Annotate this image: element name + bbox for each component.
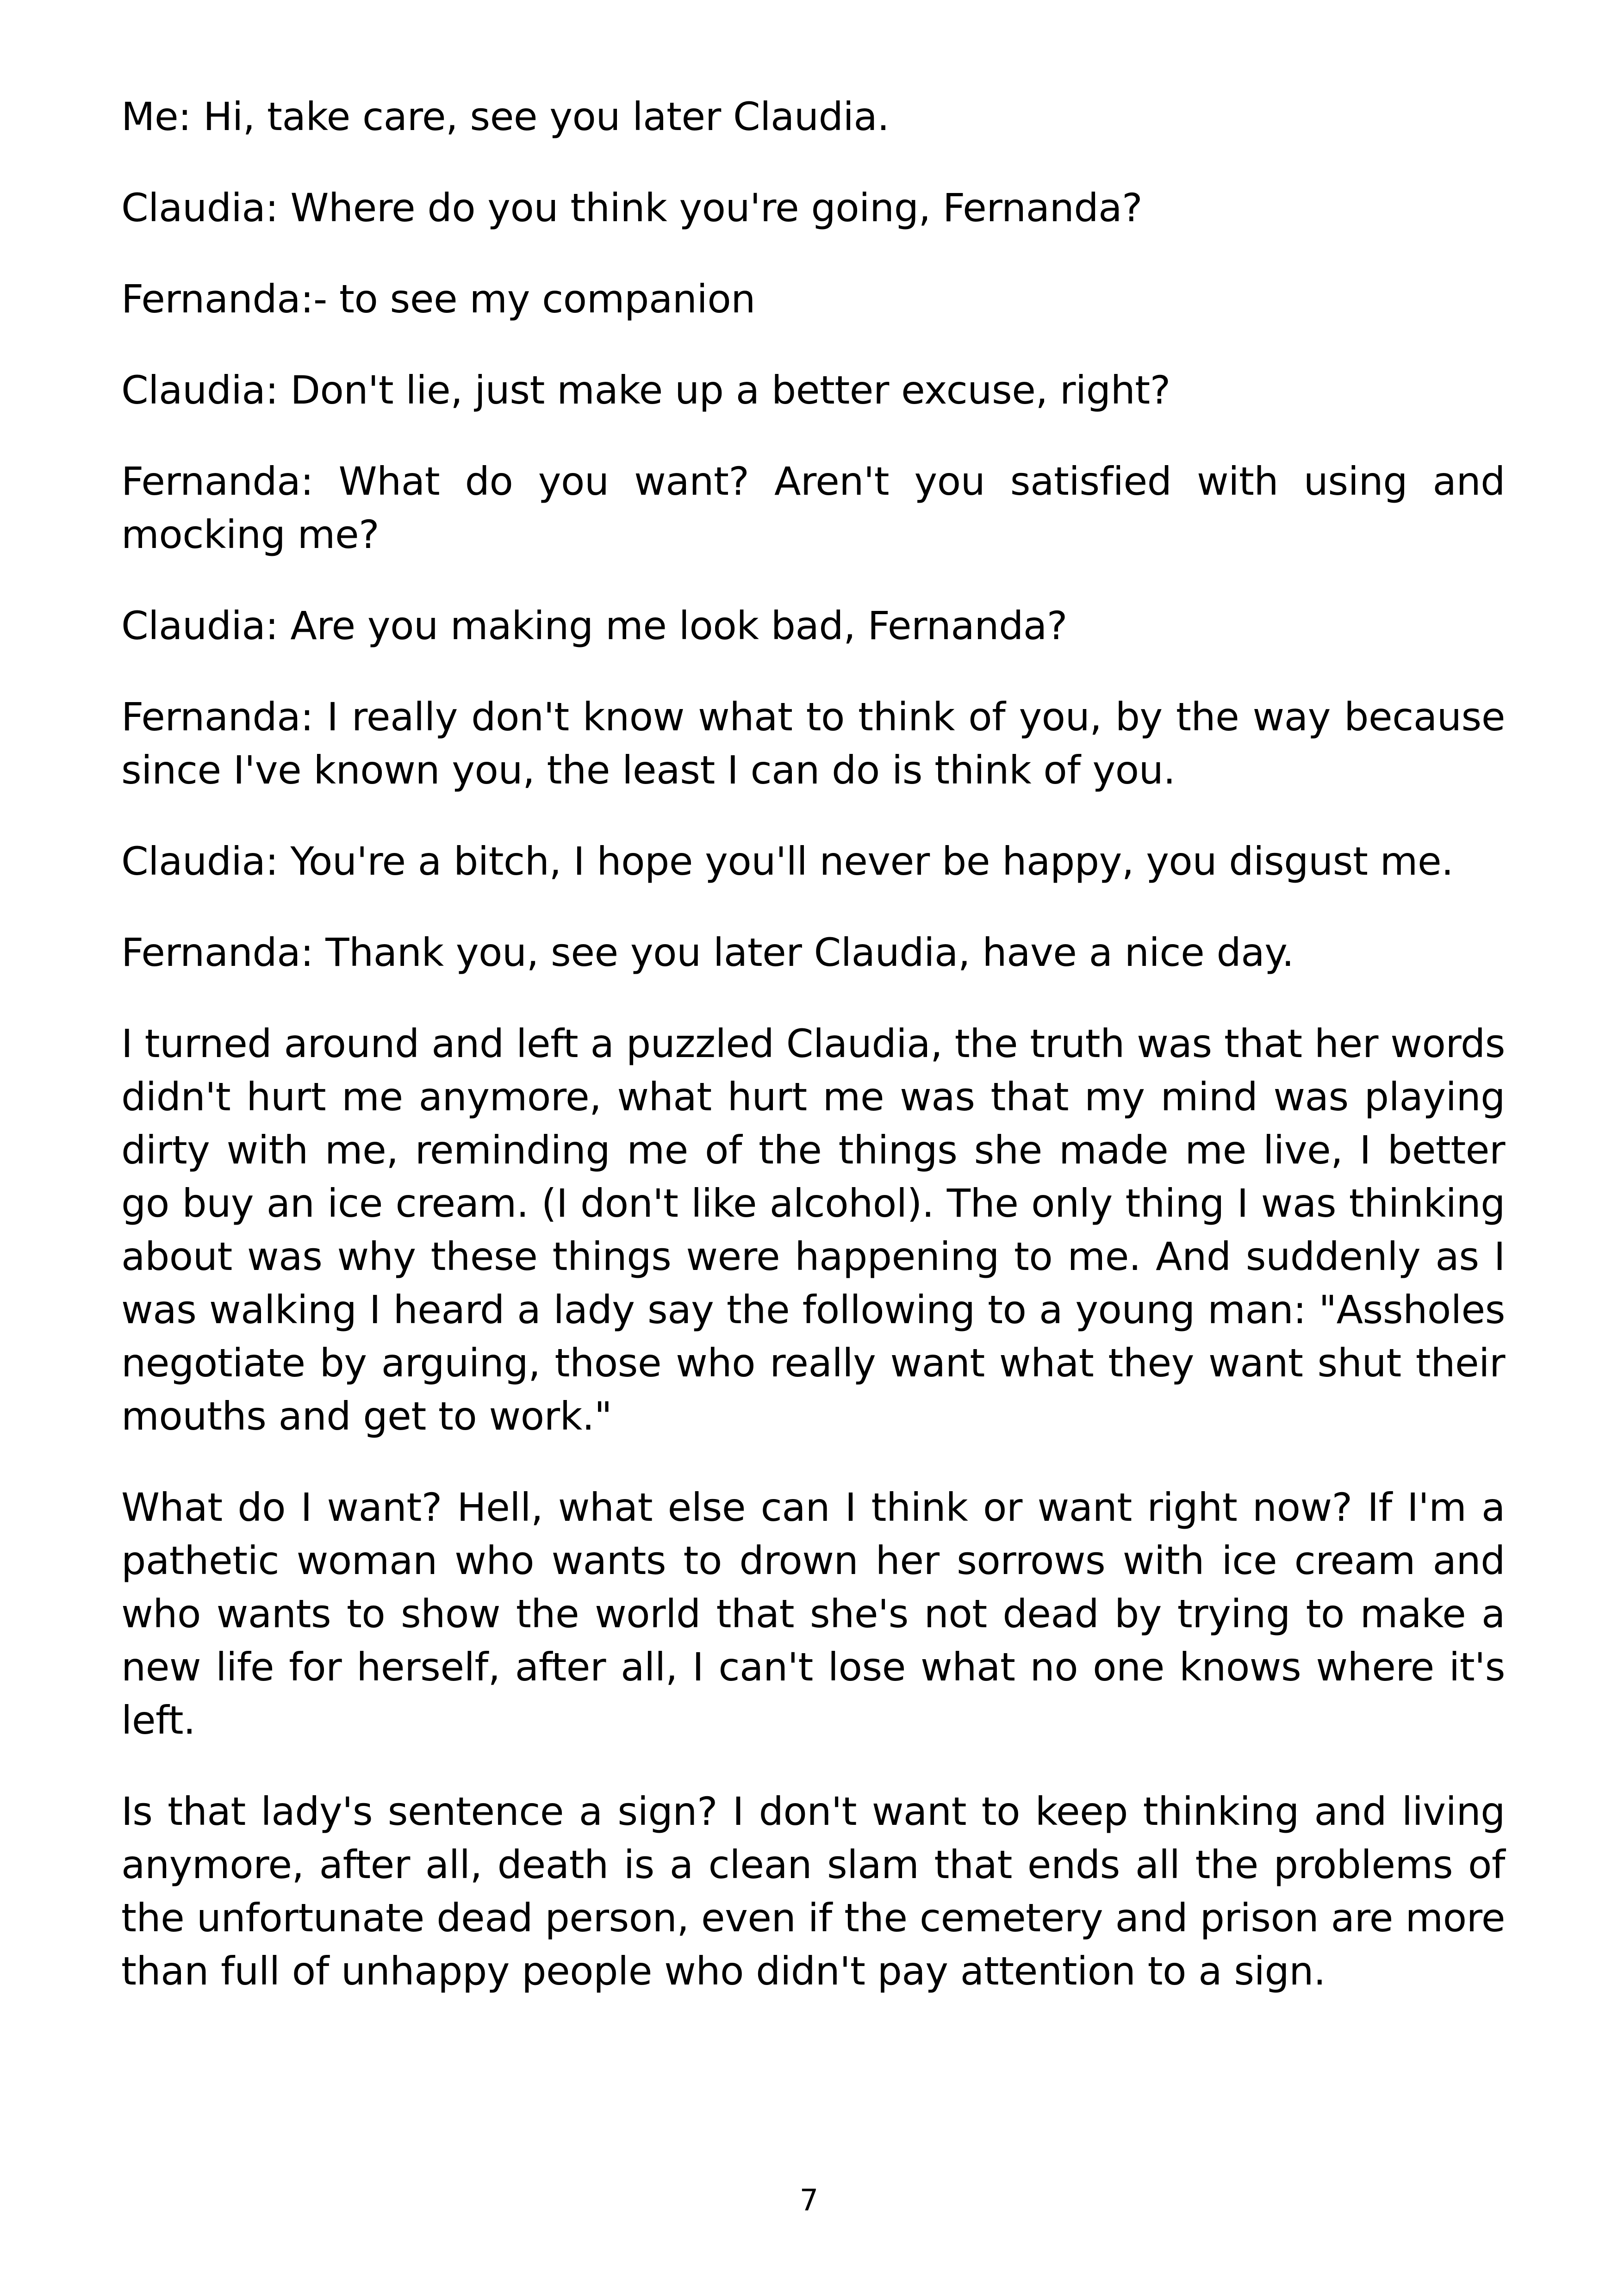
dialogue-line: Me: Hi, take care, see you later Claudia. xyxy=(121,94,890,139)
dialogue-line: Fernanda:- to see my companion xyxy=(121,276,756,322)
narrative-paragraph: I turned around and left a puzzled Claudia, the truth was that her words didn't hurt me anymore, what hurt me was that my mind was playing dirty with me, reminding me of the things she made me live, I better go buy an ice cream. (I don't like alcohol). The only thing I was thinking about was why these things were happening to me. And suddenly as I was walking I heard a lady say the following to a young man: "Assholes negotiate by arguing, those who really want what they want shut their mouths and get to work." xyxy=(121,1021,1505,1439)
dialogue-line: Claudia: Are you making me look bad, Fernanda? xyxy=(121,603,1067,648)
dialogue-line: Fernanda: Thank you, see you later Claudia, have a nice day. xyxy=(121,930,1294,975)
dialogue-line: Fernanda: What do you want? Aren't you satisfied with using and mocking me? xyxy=(121,459,1505,557)
dialogue-line: Claudia: Where do you think you're going, Fernanda? xyxy=(121,185,1143,230)
page-body xyxy=(121,90,1505,2036)
dialogue-line: Fernanda: I really don't know what to think of you, by the way because since I've known you, the least I can do is think of you. xyxy=(121,694,1505,793)
dialogue-line: Claudia: Don't lie, just make up a better excuse, right? xyxy=(121,367,1170,413)
narrative-paragraph: What do I want? Hell, what else can I think or want right now? If I'm a pathetic woman who wants to drown her sorrows with ice cream and who wants to show the world that she's not dead by trying to make a new life for herself, after all, I can't lose what no one knows where it's left. xyxy=(121,1485,1505,1743)
narrative-paragraph: Is that lady's sentence a sign? I don't want to keep thinking and living anymore, after all, death is a clean slam that ends all the problems of the unfortunate dead person, even if the cemetery and prison are more than full of unhappy people who didn't pay attention to a sign. xyxy=(121,1789,1505,1994)
page-number: 7 xyxy=(799,2184,819,2218)
dialogue-line: Claudia: You're a bitch, I hope you'll never be happy, you disgust me. xyxy=(121,839,1454,884)
